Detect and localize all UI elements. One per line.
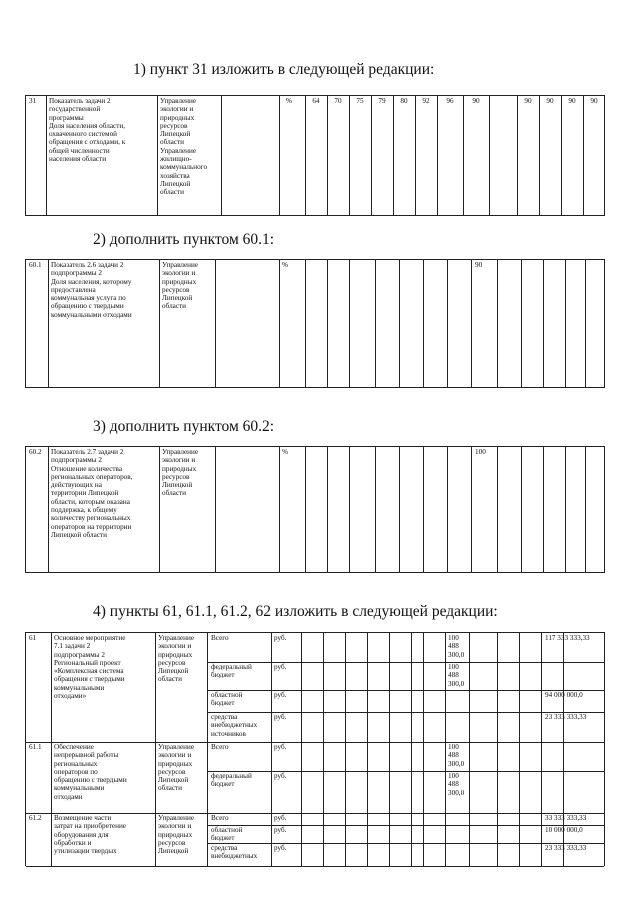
indicator-name: Показатель задачи 2 государственной программы Доля населения области, охваченного системой обращения с отходами, к общей численности населения области — [49, 97, 126, 164]
value-cell: 100 — [475, 448, 486, 456]
unit-cell: % — [282, 261, 288, 269]
heading-item-31: 1) пункт 31 изложить в следующей редакции: — [133, 61, 435, 78]
funding-source: Всего — [211, 634, 229, 642]
unit-cell: % — [282, 448, 288, 456]
funding-source: средства внебюджетных источников — [211, 713, 258, 738]
amount-cell: 100 488 300,0 — [448, 634, 465, 659]
unit-cell: руб. — [274, 826, 287, 834]
row-number: 60.1 — [29, 261, 42, 269]
table-item-60-1 — [25, 259, 605, 388]
responsible-org: Управление экологии и природных ресурсов Липецкой области — [158, 634, 195, 684]
table-item-31 — [25, 95, 605, 216]
funding-source: областной бюджет — [211, 826, 243, 843]
funding-source: федеральный бюджет — [211, 772, 252, 789]
unit-cell: руб. — [274, 691, 287, 699]
activity-name: Возмещение части затрат на приобретение оборудования для обработки и утилизации твердых — [54, 814, 126, 856]
value-cell: 90 — [472, 97, 480, 105]
amount-cell: 100 488 300,0 — [448, 663, 465, 688]
amount-cell: 117 333 333,33 — [545, 634, 590, 642]
value-cell: 75 — [356, 97, 364, 105]
value-cell: 79 — [378, 97, 386, 105]
amount-cell: 100 488 300,0 — [448, 772, 465, 797]
unit-cell: руб. — [274, 713, 287, 721]
funding-source: средства внебюджетных — [211, 844, 258, 861]
unit-cell: руб. — [274, 772, 287, 780]
row-number: 61 — [29, 634, 37, 642]
responsible-org: Управление экологии и природных ресурсов Липецкой — [158, 814, 195, 856]
funding-source: Всего — [211, 814, 229, 822]
activity-name: Обеспечение непрерывной работы региональных операторов по обращению с твердыми коммунальными отходами — [54, 743, 127, 801]
table-items-61-62 — [25, 632, 605, 866]
value-cell: 64 — [312, 97, 320, 105]
value-cell: 70 — [334, 97, 342, 105]
activity-name: Основное мероприятие 7.1 задачи 2 подпрограммы 2 Региональный проект «Комплексная система обращения с твердыми коммунальными отходами» — [54, 634, 126, 701]
value-cell: 96 — [446, 97, 454, 105]
value-cell: 90 — [546, 97, 554, 105]
value-cell: 80 — [400, 97, 408, 105]
row-number: 31 — [29, 97, 37, 105]
value-cell: 90 — [524, 97, 532, 105]
unit-cell: руб. — [274, 844, 287, 852]
heading-item-60-2: 3) дополнить пунктом 60.2: — [93, 418, 275, 435]
unit-cell: руб. — [274, 814, 287, 822]
row-number: 61.2 — [29, 814, 42, 822]
funding-source: Всего — [211, 743, 229, 751]
amount-cell: 100 488 300,0 — [448, 743, 465, 768]
row-number: 61.1 — [29, 743, 42, 751]
amount-cell: 94 000 000,0 — [545, 691, 583, 699]
responsible-org: Управление экологии и природных ресурсов Липецкой области — [158, 743, 195, 793]
value-cell: 92 — [422, 97, 430, 105]
funding-source: федеральный бюджет — [211, 663, 252, 680]
funding-source: областной бюджет — [211, 691, 243, 708]
amount-cell: 23 333 333,33 — [545, 713, 587, 721]
table-item-60-2 — [25, 446, 605, 573]
unit-cell: руб. — [274, 663, 287, 671]
heading-items-61-62: 4) пункты 61, 61.1, 61.2, 62 изложить в следующей редакции: — [93, 603, 498, 620]
responsible-org: Управление экологии и природных ресурсов Липецкой области — [162, 448, 199, 498]
unit-cell: руб. — [274, 743, 287, 751]
unit-cell: % — [286, 97, 292, 105]
responsible-org: Управление экологии и природных ресурсов Липецкой области Управление жилищно- коммунального хозяйства Липецкой области — [160, 97, 208, 197]
amount-cell: 23 333 333,33 — [545, 844, 587, 852]
value-cell: 90 — [590, 97, 598, 105]
row-number: 60.2 — [29, 448, 42, 456]
unit-cell: руб. — [274, 634, 287, 642]
amount-cell: 10 000 000,0 — [545, 826, 583, 834]
indicator-name: Показатель 2.6 задачи 2 подпрограммы 2 Доля населения, которому предоставлена коммунальная услуга по обращению с твердыми коммунальными отходами — [51, 261, 132, 319]
amount-cell: 33 333 333,33 — [545, 814, 587, 822]
heading-item-60-1: 2) дополнить пунктом 60.1: — [93, 231, 275, 248]
indicator-name: Показатель 2.7 задачи 2 подпрограммы 2 Отношение количества региональных операторов, действующих на территории Липецкой области, которым оказана поддержка, к общему количеству региональных операторов на территории Липецкой области — [51, 448, 133, 539]
value-cell: 90 — [475, 261, 483, 269]
responsible-org: Управление экологии и природных ресурсов Липецкой области — [162, 261, 199, 311]
value-cell: 90 — [568, 97, 576, 105]
